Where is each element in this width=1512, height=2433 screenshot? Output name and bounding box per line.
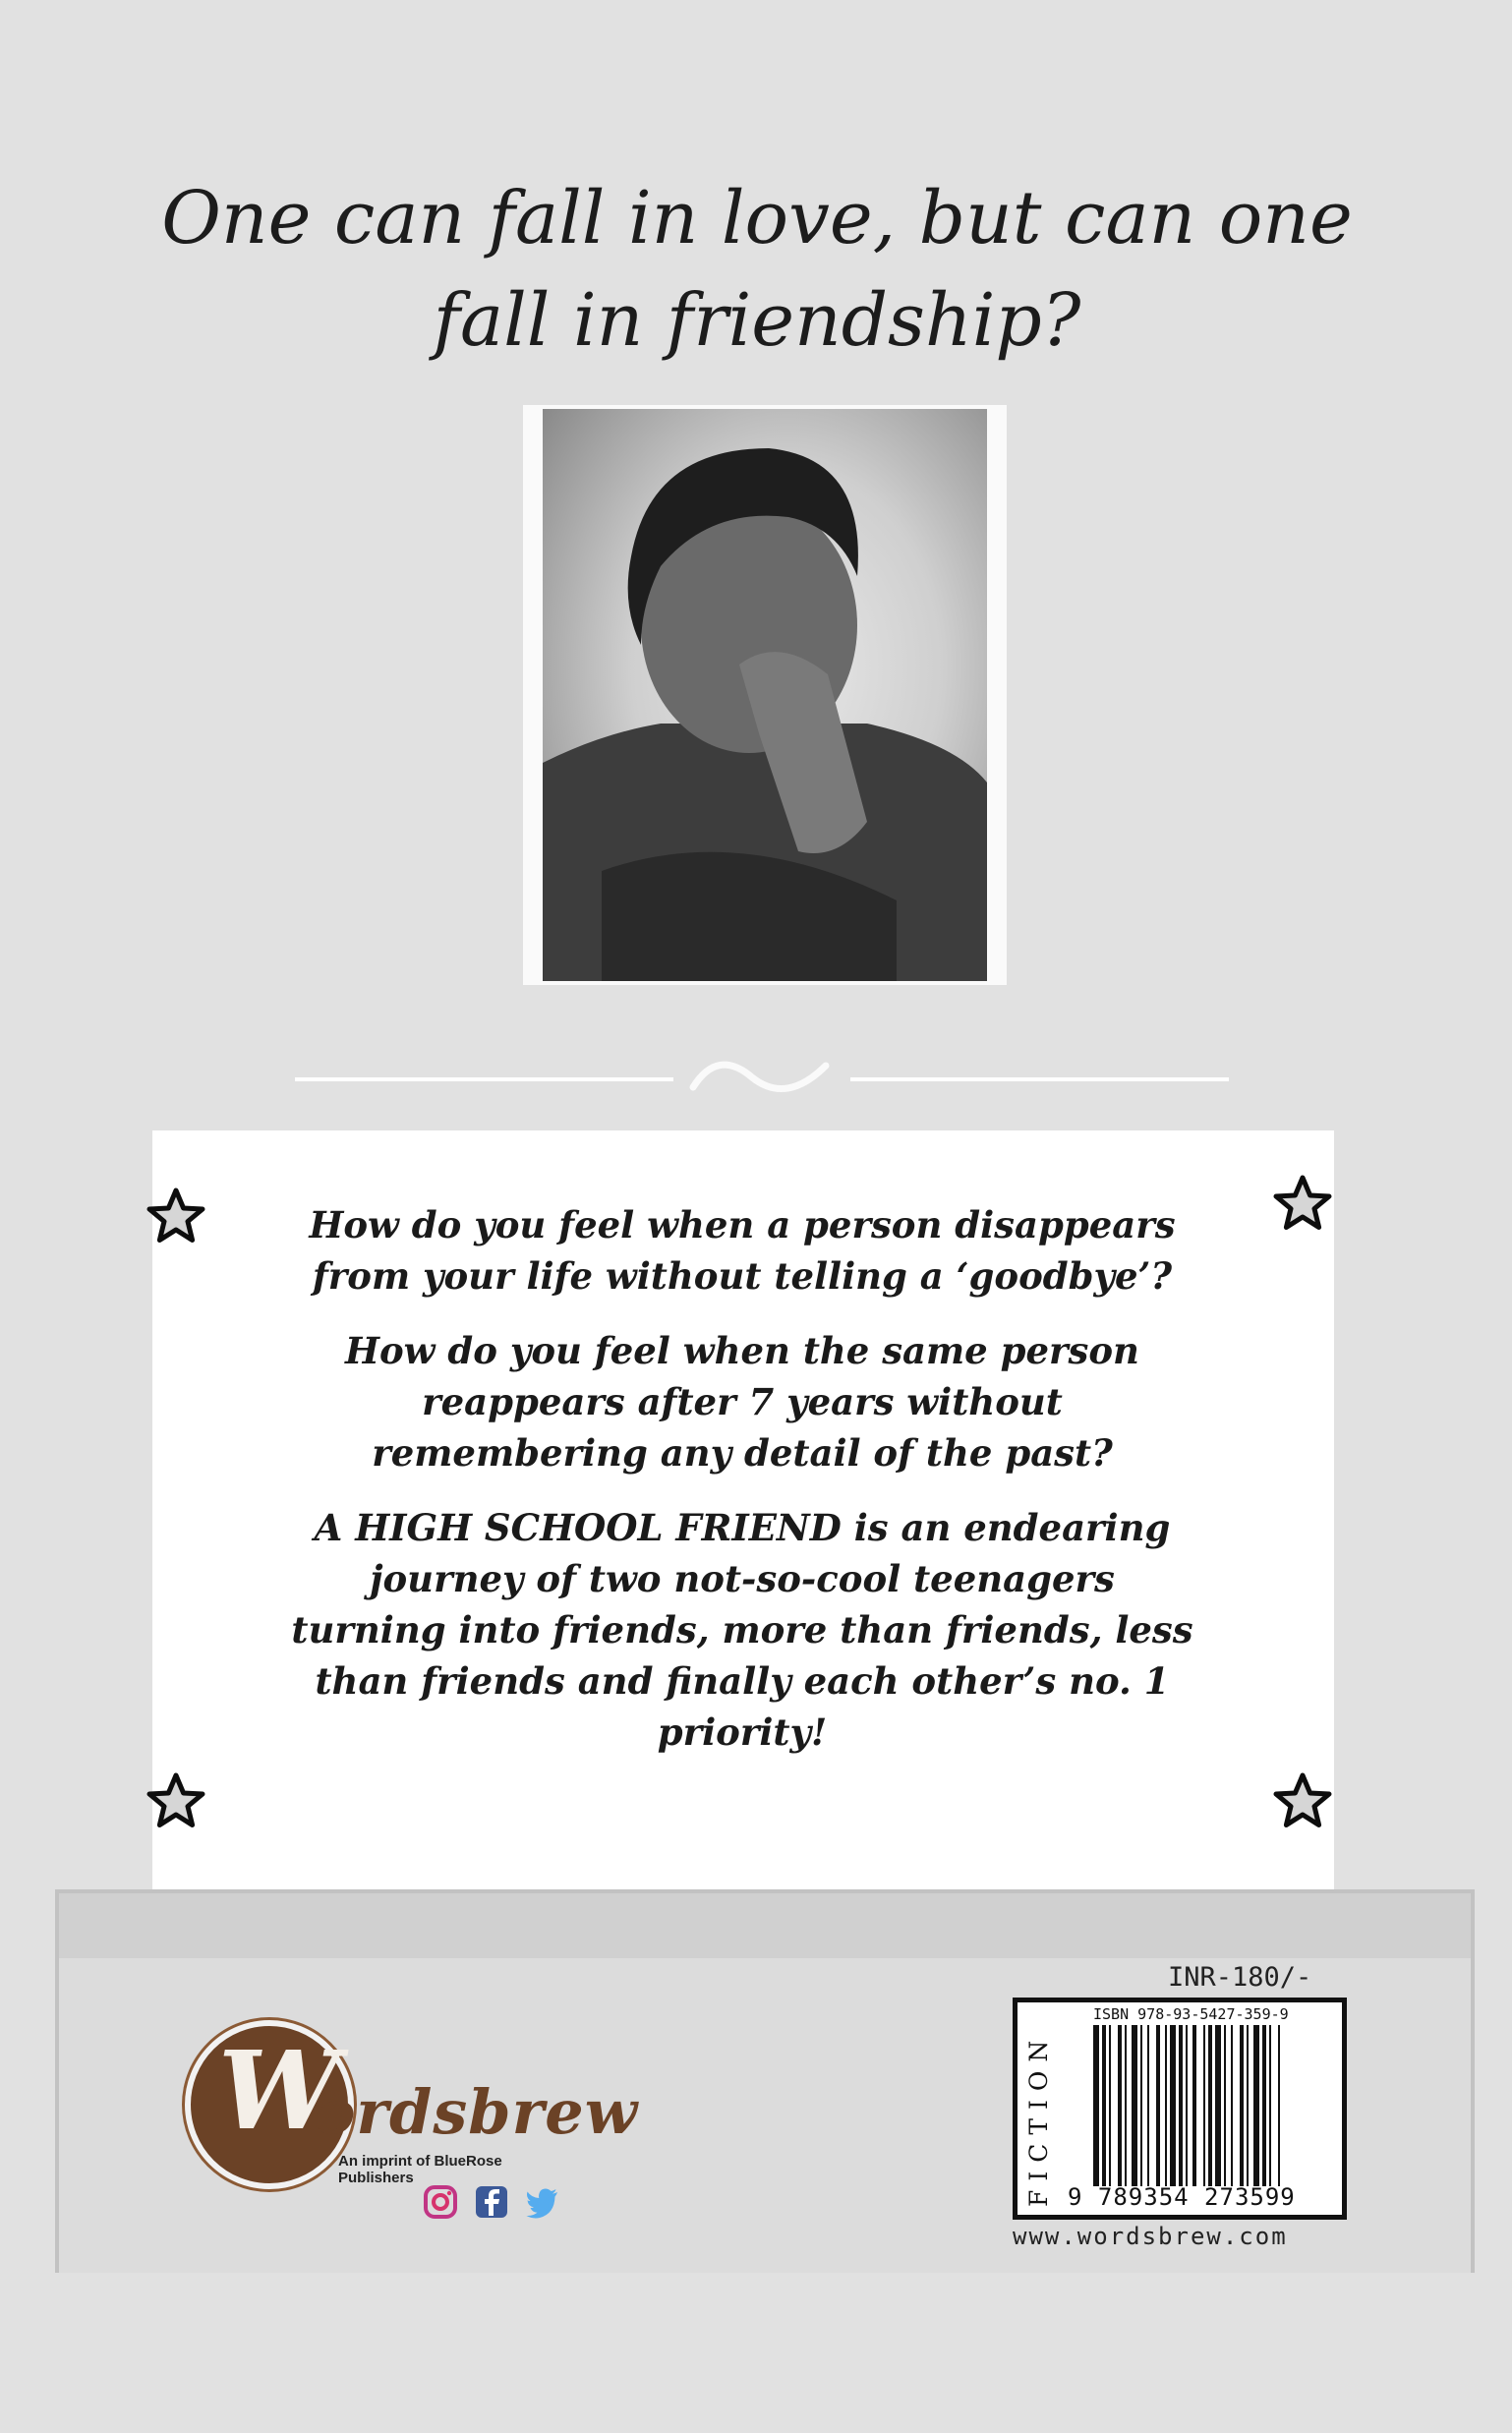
- barcode-bar: [1269, 2025, 1271, 2186]
- barcode-bar: [1203, 2025, 1205, 2186]
- star-icon: [145, 1771, 206, 1832]
- barcode-bar: [1140, 2025, 1142, 2186]
- blurb-paragraph-1: How do you feel when a person disappears from your life without telling a ‘goodbye’?: [309, 1203, 1176, 1298]
- isbn-label: ISBN 978-93-5427-359-9: [1093, 2005, 1289, 2023]
- author-photo-frame: [523, 405, 1007, 985]
- barcode-bar: [1240, 2025, 1244, 2186]
- barcode-bar: [1224, 2025, 1226, 2186]
- barcode-bar: [1109, 2025, 1111, 2186]
- website-url: www.wordsbrew.com: [1013, 2223, 1288, 2250]
- barcode-bar: [1093, 2025, 1099, 2186]
- price-label: INR-180/-: [1168, 1962, 1312, 1993]
- barcode-bar: [1118, 2025, 1122, 2186]
- genre-label: FICTION: [1024, 2031, 1053, 2207]
- barcode-bar: [1125, 2025, 1127, 2186]
- barcode-bar: [1253, 2025, 1259, 2186]
- logo-wordmark: ordsbrew: [315, 2076, 639, 2148]
- barcode-bars: [1093, 2025, 1321, 2186]
- barcode-bar: [1179, 2025, 1183, 2186]
- imprint-line: An imprint of BlueRose Publishers: [338, 2153, 502, 2186]
- barcode-bar: [1132, 2025, 1137, 2186]
- barcode-bar: [1262, 2025, 1266, 2186]
- facebook-icon[interactable]: [474, 2184, 509, 2220]
- star-icon: [1272, 1174, 1333, 1235]
- barcode-bar: [1165, 2025, 1167, 2186]
- logo-initial: W: [218, 2027, 340, 2154]
- barcode-bar: [1278, 2025, 1280, 2186]
- blurb-paragraph-3: A HIGH SCHOOL FRIEND is an endearing journey of two not-so-cool teenagers turning into friends, more than friends, less than friends and finally each other’s no. 1 priority!: [291, 1506, 1193, 1754]
- star-icon: [1272, 1771, 1333, 1832]
- tagline: One can fall in love, but can one fall in friendship?: [161, 176, 1353, 363]
- barcode-bar: [1247, 2025, 1249, 2186]
- barcode-bar: [1192, 2025, 1196, 2186]
- twitter-icon[interactable]: [525, 2184, 560, 2220]
- barcode-bar: [1231, 2025, 1233, 2186]
- barcode-bar: [1102, 2025, 1106, 2186]
- barcode-bar: [1208, 2025, 1212, 2186]
- ornamental-divider: [295, 1048, 1229, 1107]
- instagram-icon[interactable]: [423, 2184, 458, 2220]
- star-icon: [145, 1187, 206, 1247]
- author-photo: [543, 409, 987, 981]
- blurb-card: [152, 1130, 1334, 1895]
- ean-digits: 9 789354 273599: [1068, 2183, 1296, 2211]
- barcode-bar: [1170, 2025, 1176, 2186]
- publisher-logo: [167, 2015, 639, 2192]
- barcode-bar: [1156, 2025, 1160, 2186]
- barcode-bar: [1215, 2025, 1221, 2186]
- blurb-paragraph-2: How do you feel when the same person reappears after 7 years without remembering any detail of the past?: [345, 1329, 1139, 1475]
- social-icons: [423, 2184, 560, 2220]
- barcode-bar: [1186, 2025, 1188, 2186]
- barcode-bar: [1147, 2025, 1149, 2186]
